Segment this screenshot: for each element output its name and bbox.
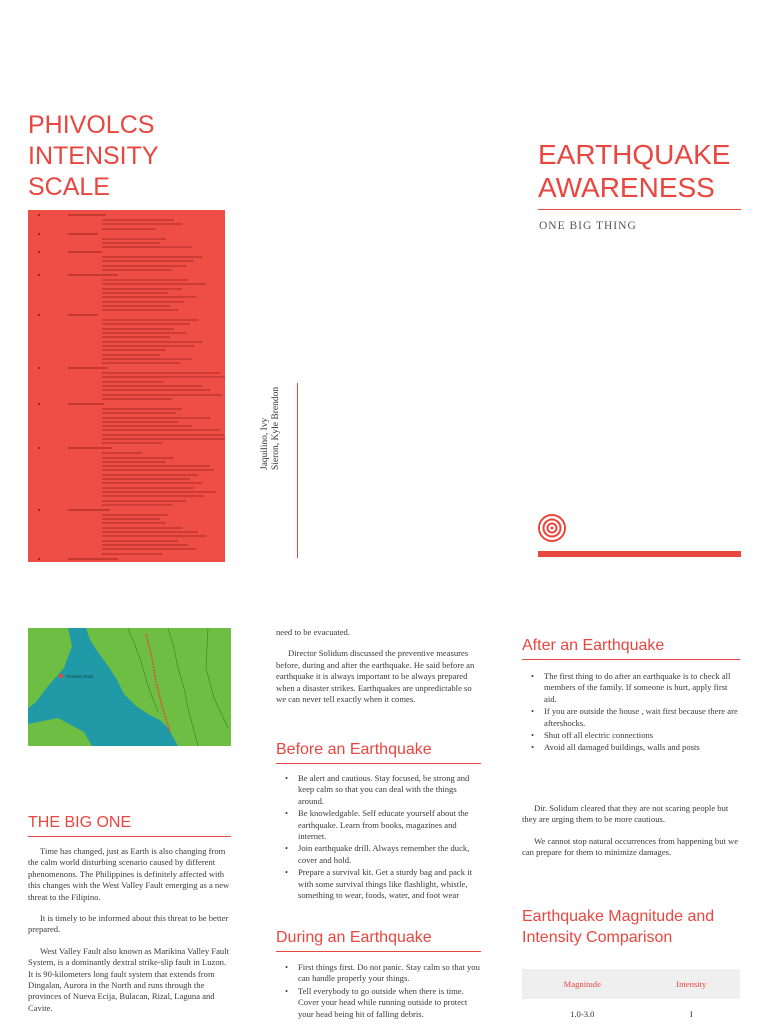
intensity-description-line [102,385,202,387]
intensity-description-line [102,417,210,419]
author-line-1: Jaquilino, Ivy [260,417,270,470]
title-line-1: PHIVOLCS [28,111,155,139]
bullet-icon [38,447,40,449]
intensity-description-line [102,398,172,400]
after-divider [522,659,740,660]
intensity-description-line [102,381,164,383]
intensity-description-line [102,219,174,221]
intensity-description-line [102,288,182,290]
intensity-description-line [102,246,192,248]
intensity-level [34,558,219,562]
right-paragraph: Dir. Solidum cleared that they are not scaring people but they are urging them to be more cautious. [522,803,729,825]
intensity-description-line [102,465,210,467]
list-item: • Avoid all damaged buildings, walls and posts [522,742,740,753]
intensity-description-line [102,323,190,325]
intensity-description-line [102,305,170,307]
intensity-description-line [102,376,225,378]
intensity-description-line [102,500,186,502]
intensity-description-line [102,319,198,321]
big-one-paragraph: Time has changed, just as Earth is also changing from the calm world disturbing scenario caused by different phenomenons. The Philippines is definitely affected with this changes with the West Valley Fault emerging as a new threat to the Filipino. [28,846,230,902]
during-heading: During an Earthquake [276,929,432,946]
comparison-heading: Earthquake Magnitude and Intensity Comparison [522,908,715,946]
table-cell: 1.0-3.0 [522,999,643,1024]
big-one-body [28,846,231,1024]
intensity-level [34,274,219,311]
intensity-description-line [102,412,176,414]
intensity-description-line [102,309,178,311]
intensity-level-heading [34,233,219,236]
magnitude-intensity-table [522,969,740,1024]
fault-map [28,628,231,746]
table-row [522,999,740,1024]
intensity-level [34,233,219,249]
list-item: • Join earthquake drill. Always remember the duck, cover and hold. [276,843,481,866]
intensity-description-line [102,260,194,262]
intensity-description-line [102,522,166,524]
list-item: • Tell everybody to go outside when there is time. Cover your head while running outside to protect your head being hit of falling debris. [276,986,481,1020]
table-cell: I [643,999,740,1024]
bullet-icon [38,251,40,253]
intensity-scale-panel [28,210,225,562]
intensity-description-line [102,358,192,360]
bullet-icon [38,233,40,235]
intensity-description-line [102,341,202,343]
intensity-description-line [102,491,216,493]
intensity-description-line [102,328,174,330]
during-divider [276,951,481,952]
intensity-description-line [102,540,178,542]
before-heading: Before an Earthquake [276,741,432,758]
intensity-description-line [102,354,160,356]
cover-subtitle: ONE BIG THING [539,220,637,232]
intensity-description-line [102,332,186,334]
intensity-description-line [102,531,198,533]
intensity-level [34,214,219,230]
intensity-description-line [102,495,204,497]
middle-body [276,627,481,715]
intensity-description-line [102,535,206,537]
intensity-description-line [102,362,180,364]
map-label: Proclaim Point [66,674,93,679]
author-names [260,320,290,470]
intensity-level-heading [34,251,219,254]
intensity-description-line [102,487,194,489]
intensity-level [34,403,219,444]
list-item: • First things first. Do not panic. Stay calm so that you can handle properly your things. [276,962,481,985]
intensity-description-line [102,256,202,258]
intensity-level-heading [34,447,219,450]
big-one-paragraph: It is timely to be informed about this threat to be better prepared. [28,913,229,935]
intensity-description-line [102,452,142,454]
author-line-2: Sieron, Kyle Brendon [271,386,281,470]
during-list [276,962,481,1021]
intensity-description-line [102,228,156,230]
after-list [522,671,740,755]
intensity-level-heading [34,367,219,370]
middle-paragraph: Director Solidum discussed the preventive measures before, during and after the earthquake. He said before an earthquake it is always important to be always prepared when a disaster strikes. Earthquakes are unpredictable so we can never tell exactly when it comes. [276,648,475,705]
intensity-description-line [102,425,192,427]
table-header-row [522,969,740,999]
intensity-description-line [102,438,225,440]
vertical-divider [297,383,298,558]
intensity-description-line [102,394,222,396]
table-header-magnitude: Magnitude [522,969,643,999]
intensity-description-line [102,301,184,303]
map-marker-icon [59,674,63,678]
intensity-description-line [102,457,174,459]
list-item: • The first thing to do after an earthquake is to check all members of the family. If someone is hurt, apply first aid. [522,671,740,705]
intensity-description-line [102,474,198,476]
intensity-description-line [102,434,224,436]
intensity-description-line [102,296,196,298]
intensity-description-line [102,548,196,550]
intensity-description-line [102,518,160,520]
intensity-level [34,251,219,271]
big-one-heading: THE BIG ONE [28,814,132,831]
intensity-description-line [102,238,166,240]
intensity-description-line [102,265,186,267]
intensity-level-heading [34,274,219,277]
bullet-icon [38,367,40,369]
intensity-description-line [102,283,206,285]
intensity-description-line [102,421,178,423]
intensity-description-line [102,527,182,529]
list-item: • Be alert and cautious. Stay focused, be strong and keep calm so that you can deal with the things around. [276,773,481,807]
intensity-level-heading [34,314,219,317]
intensity-description-line [102,345,194,347]
right-paragraph: We cannot stop natural occurrences from happening but we can prepare for them to minimize damages. [522,835,739,858]
list-item: • Shut off all electric connections [522,730,740,741]
bullet-icon [38,214,40,216]
right-body [522,803,740,869]
intensity-description-line [102,279,188,281]
table-header-intensity: Intensity [643,969,740,999]
intensity-description-line [102,292,168,294]
intensity-description-line [102,553,162,555]
cover-title-line-1: EARTHQUAKE [538,139,731,170]
intensity-description-line [102,482,202,484]
before-list [276,773,481,902]
intensity-level [34,509,219,555]
intensity-description-line [102,408,182,410]
continued-line: need to be evacuated. [276,627,350,637]
intensity-description-line [102,461,166,463]
intensity-description-line [102,478,190,480]
cover-bar [538,551,741,557]
cover-title-line-2: AWARENESS [538,172,715,203]
intensity-level-heading [34,509,219,512]
intensity-description-line [102,372,220,374]
list-item: • If you are outside the house , wait first because there are aftershocks. [522,706,740,729]
bullet-icon [38,509,40,511]
intensity-level-heading [34,558,219,561]
intensity-description-line [102,544,188,546]
intensity-description-line [102,223,182,225]
intensity-description-line [102,389,210,391]
bullet-icon [38,558,40,560]
intensity-description-line [102,442,162,444]
intensity-description-line [102,514,168,516]
intensity-level [34,447,219,506]
intensity-description-line [102,269,172,271]
bullet-icon [38,274,40,276]
intensity-description-line [102,504,172,506]
title-line-2: INTENSITY [28,142,159,170]
cover-divider [538,209,741,210]
list-item: • Be knowledgable. Self educate yourself about the earthquake. Learn from books, magazines and internet. [276,808,481,842]
intensity-level [34,367,219,400]
title-line-3: SCALE [28,173,110,201]
intensity-level-heading [34,403,219,406]
intensity-scale-title [28,110,228,203]
big-one-divider [28,836,231,837]
intensity-level [34,314,219,364]
bullet-icon [38,314,40,316]
intensity-description-line [102,349,166,351]
intensity-description-line [102,429,220,431]
big-one-paragraph: West Valley Fault also known as Marikina Valley Fault System, is a dominantly dextral strike-slip fault in Luzon. It is 90-kilometers long fault system that extends from Dingalan, Aurora in the North and runs through the provinces of Nueva Ecija, Bulacan, Rizal, Laguna and Cavite. [28,945,229,1013]
intensity-description-line [102,469,214,471]
list-item: • Prepare a survival kit. Get a sturdy bag and pack it with some survival things like flashlight, whistle, something to wear, foods, water, and foot wear [276,867,481,901]
target-icon [538,514,566,542]
intensity-description-line [102,242,160,244]
intensity-description-line [102,336,170,338]
bullet-icon [38,403,40,405]
cover-title [538,138,748,204]
intensity-level-heading [34,214,219,217]
before-divider [276,763,481,764]
after-heading: After an Earthquake [522,637,665,654]
